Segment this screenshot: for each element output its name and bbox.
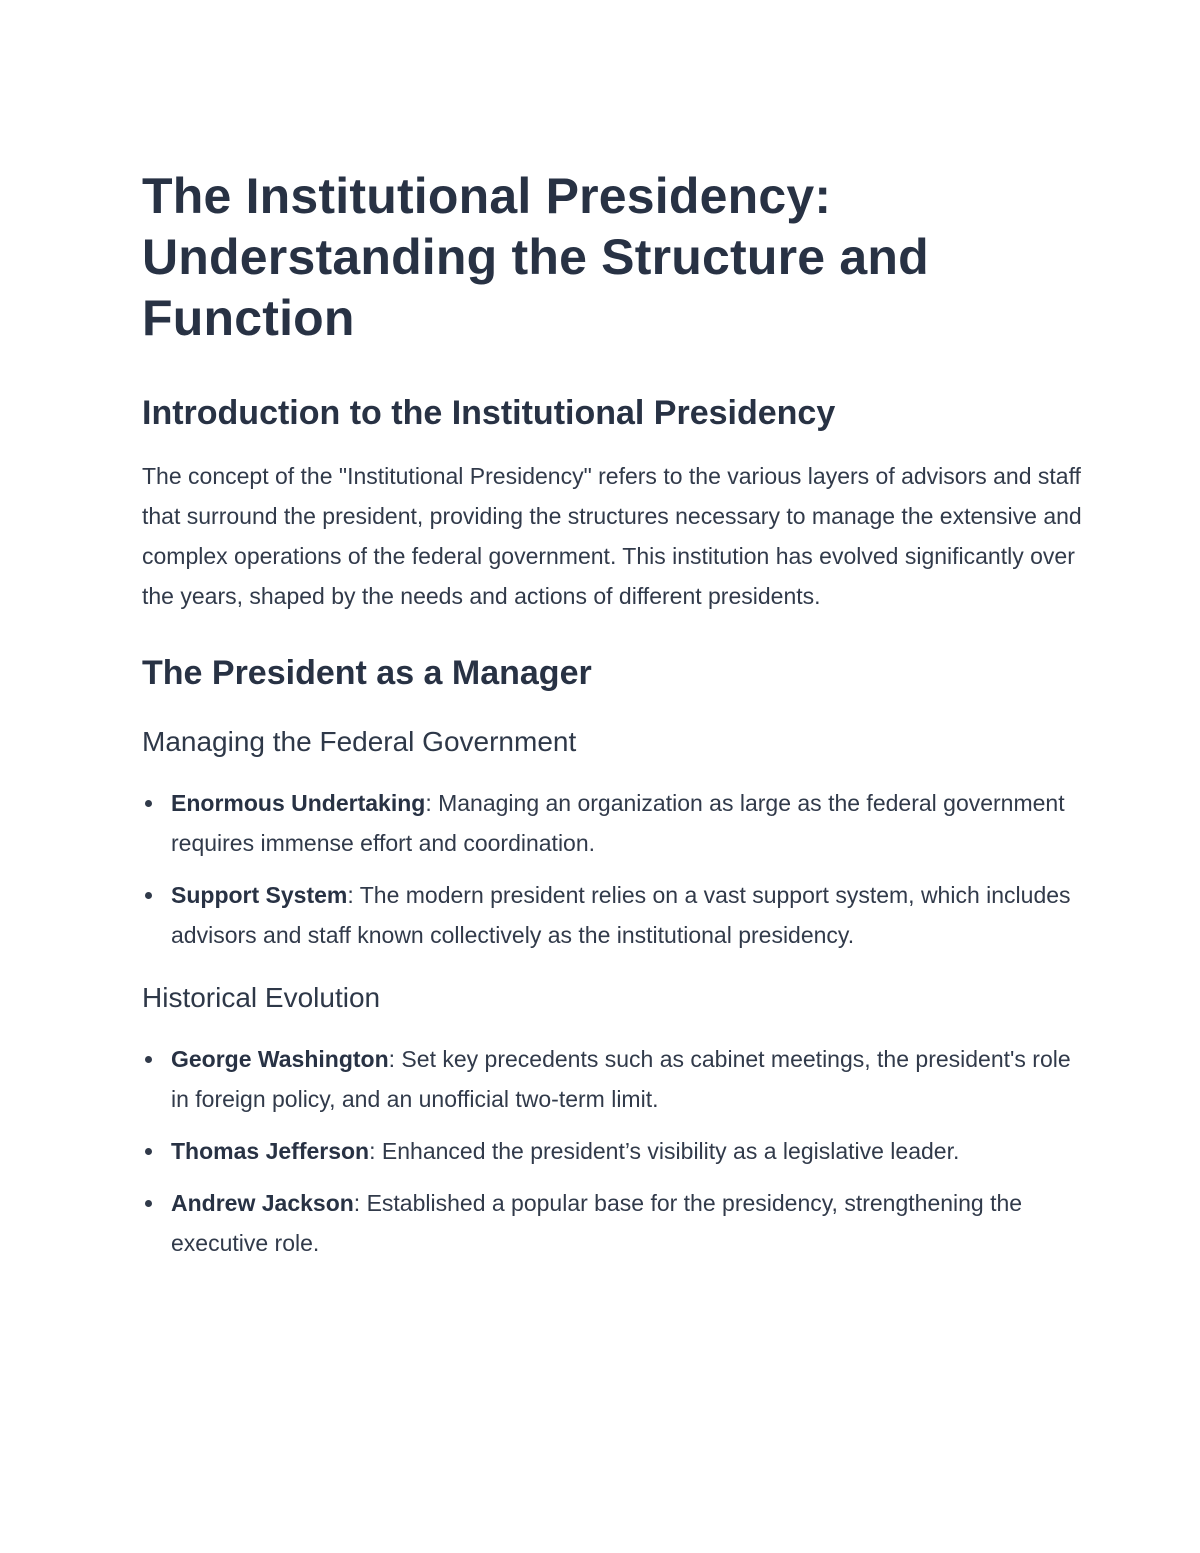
list-item — [142, 875, 1082, 955]
list-item-term: Andrew Jackson — [171, 1190, 354, 1216]
document-title: The Institutional Presidency: Understanding the Structure and Function — [142, 168, 929, 346]
list-item-text: : Enhanced the president’s visibility as a legislative leader. — [369, 1138, 960, 1164]
list-item — [142, 1039, 1082, 1119]
list-item-text: : Managing an organization as large as the federal government requires immense effort and coordination. — [171, 790, 1065, 856]
list-item-text: : The modern president relies on a vast support system, which includes advisors and staff known collectively as the institutional presidency. — [171, 882, 1071, 948]
list-item-term: Thomas Jefferson — [171, 1138, 370, 1164]
list-item — [142, 1183, 1082, 1263]
list-item — [142, 1131, 1082, 1171]
list-item-text: : Established a popular base for the presidency, strengthening the executive role. — [171, 1190, 1023, 1256]
managing-government-list — [142, 783, 1082, 955]
list-item — [142, 783, 1082, 863]
subheading-managing-federal-government: Managing the Federal Government — [142, 726, 577, 757]
list-item-term: Support System — [171, 882, 348, 908]
subheading-historical-evolution: Historical Evolution — [142, 982, 381, 1013]
list-item-term: Enormous Undertaking — [171, 790, 426, 816]
introduction-paragraph: The concept of the "Institutional Presidency" refers to the various layers of advisors and staff that surround the president, providing the structures necessary to manage the extensive and complex operations of the federal government. This institution has evolved significantly over the years, shaped by the needs and actions of different presidents. — [142, 463, 1082, 609]
document-page — [142, 166, 1082, 1275]
list-item-text: : Set key precedents such as cabinet meetings, the president's role in foreign policy, and an unofficial two-term limit. — [171, 1046, 1071, 1112]
section-heading-introduction: Introduction to the Institutional Presidency — [142, 394, 836, 432]
section-heading-president-manager: The President as a Manager — [142, 654, 592, 692]
historical-evolution-list — [142, 1039, 1082, 1263]
list-item-term: George Washington — [171, 1046, 389, 1072]
